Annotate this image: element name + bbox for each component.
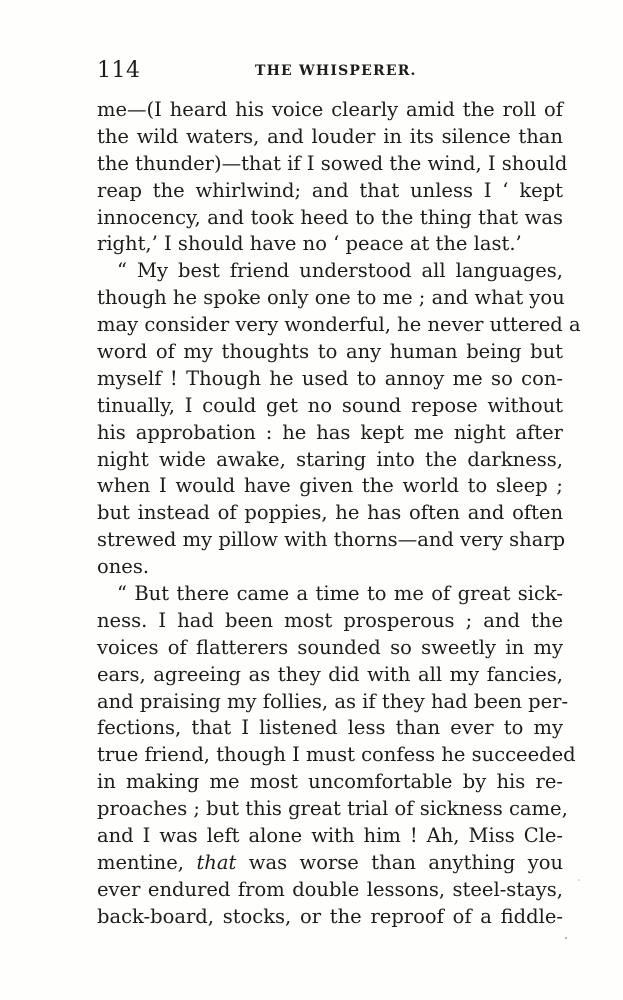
- text-line: the thunder)—that if I sowed the wind, I should: [97, 151, 568, 175]
- text-line: fections, that I listened less than ever to my: [97, 716, 563, 740]
- text-line: ever endured from double lessons, steel-stays,: [97, 877, 563, 901]
- text-line: in making me most uncomfortable by his re-: [97, 770, 563, 794]
- text-line: his approbation : he has kept me night after: [97, 420, 563, 444]
- text-segment: was worse than anything you: [248, 850, 564, 874]
- text-line: innocency, and took heed to the thing that was: [97, 205, 563, 229]
- text-line: the wild waters, and louder in its silence than: [97, 124, 563, 148]
- page-number: 114: [97, 58, 141, 83]
- text-line: word of my thoughts to any human being but: [97, 340, 563, 364]
- text-line: strewed my pillow with thorns—and very sharp: [97, 528, 566, 552]
- text-line: night wide awake, staring into the darkness,: [97, 447, 563, 471]
- text-line: proaches ; but this great trial of sickness came,: [97, 797, 568, 821]
- text-line: true friend, though I must confess he succeeded: [97, 743, 576, 767]
- text-line: when I would have given the world to sleep ;: [97, 474, 563, 498]
- text-line: voices of flatterers sounded so sweetly in my: [97, 635, 563, 659]
- text-line: but instead of poppies, he has often and often: [97, 501, 563, 525]
- text-line: though he spoke only one to me ; and what you: [97, 286, 565, 310]
- text-line: myself ! Though he used to annoy me so con-: [97, 366, 563, 390]
- running-title: THE WHISPERER.: [255, 63, 417, 79]
- text-line: ness. I had been most prosperous ; and the: [97, 608, 563, 632]
- speck: [578, 879, 580, 881]
- text-line: ears, agreeing as they did with all my fancies,: [97, 662, 563, 686]
- text-line: “ But there came a time to me of great sick-: [117, 582, 563, 606]
- text-line: ones.: [97, 555, 150, 579]
- italic-word: that: [196, 850, 237, 874]
- text-segment: mentine,: [97, 850, 184, 874]
- text-line: back-board, stocks, or the reproof of a fiddle-: [97, 904, 563, 928]
- text-line: reap the whirlwind; and that unless I ‘ kept: [97, 178, 563, 202]
- text-line: and I was left alone with him ! Ah, Miss Cle-: [97, 824, 563, 848]
- text-line: and praising my follies, as if they had been per-: [97, 689, 569, 713]
- text-line: tinually, I could get no sound repose without: [97, 393, 563, 417]
- text-line: right,’ I should have no ‘ peace at the last.’: [97, 232, 522, 256]
- text-line: “ My best friend understood all languages,: [117, 259, 563, 283]
- text-line: may consider very wonderful, he never uttered a: [97, 313, 581, 337]
- speck: [565, 937, 567, 939]
- text-line: me—(I heard his voice clearly amid the roll of: [97, 98, 563, 121]
